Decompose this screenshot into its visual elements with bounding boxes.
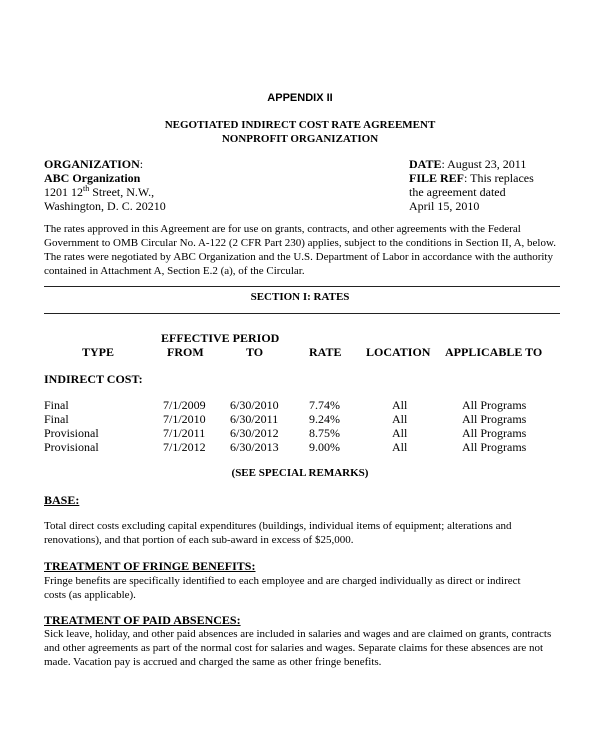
file-ref-line-4: April 15, 2010 [409,199,480,213]
organization-name: ABC Organization [44,171,141,185]
cell-type: Final [44,398,69,412]
section-heading: SECTION I: RATES [250,291,350,303]
date-label: DATE [409,157,442,171]
cell-from: 7/1/2010 [163,412,206,426]
cell-location: All [392,440,408,454]
organization-street: 1201 12th Street, N.W., [44,184,155,199]
table-row [0,412,600,426]
date-line [409,157,526,172]
file-ref-value: : This replaces [464,171,534,185]
cell-location: All [392,398,408,412]
cell-rate: 7.74% [309,398,340,412]
section-rule-top [44,286,560,287]
header-rate: RATE [309,345,342,359]
intro-paragraph: The rates approved in this Agreement are for use on grants, contracts, and other agreements with the Federal Government to OMB Circular No. A-122 (2 CFR Part 230) applies, subject to the conditions in Section II, A, below. The rates were negotiated by ABC Organization and the U.S. Department of Labor in accordance with the authority contained in Attachment A, Section E.2 (a), of the Circular. [44,223,556,277]
agreement-subtitle: NONPROFIT ORGANIZATION [221,133,379,145]
cell-to: 6/30/2012 [230,426,279,440]
cell-type: Provisional [44,440,99,454]
cell-location: All [392,426,408,440]
cell-applicable: All Programs [462,398,527,412]
cell-from: 7/1/2011 [163,426,206,440]
agreement-title: NEGOTIATED INDIRECT COST RATE AGREEMENT [164,119,436,131]
organization-city: Washington, D. C. 20210 [44,199,166,213]
cell-from: 7/1/2009 [163,398,206,412]
cell-applicable: All Programs [462,412,527,426]
cell-from: 7/1/2012 [163,440,206,454]
date-value: : August 23, 2011 [441,157,527,171]
cell-rate: 8.75% [309,426,340,440]
section-rule-bottom [44,313,560,314]
absences-text: Sick leave, holiday, and other paid absences are included in salaries and wages and are claimed on grants, contracts and other agreements as part of the normal cost for salaries and wages. Separate claims for these absences are not made. Vacation pay is accrued and charged the same as other fringe benefits. [44,628,552,668]
fringe-text: Fringe benefits are specifically identified to each employee and are charged individually as direct or indirect costs (as applicable). [44,575,521,601]
cell-to: 6/30/2013 [230,440,279,454]
table-row [0,440,600,454]
special-remarks-note: (SEE SPECIAL REMARKS) [231,467,369,479]
fringe-heading: TREATMENT OF FRINGE BENEFITS: [44,559,256,573]
table-row [0,398,600,412]
cell-applicable: All Programs [462,426,527,440]
cell-applicable: All Programs [462,440,527,454]
file-ref-line [409,171,534,186]
indirect-cost-label: INDIRECT COST: [44,372,143,386]
cell-location: All [392,412,408,426]
base-heading: BASE: [44,493,80,507]
absences-heading: TREATMENT OF PAID ABSENCES: [44,613,241,627]
header-from: FROM [167,345,204,359]
file-ref-line-3: the agreement dated [409,185,506,199]
cell-to: 6/30/2011 [230,412,279,426]
header-location: LOCATION [366,345,431,359]
file-ref-label: FILE REF [409,171,465,185]
cell-rate: 9.24% [309,412,340,426]
organization-label: ORGANIZATION [44,157,140,171]
cell-to: 6/30/2010 [230,398,279,412]
header-type: TYPE [82,345,115,359]
header-to: TO [246,345,264,359]
organization-label-line: ORGANIZATION: [44,157,144,171]
rates-header-row [0,345,600,359]
cell-rate: 9.00% [309,440,340,454]
header-applicable-to: APPLICABLE TO [445,345,543,359]
effective-period-label: EFFECTIVE PERIOD [161,331,280,345]
base-text: Total direct costs excluding capital expenditures (buildings, individual items of equipment; alterations and renovations), and that portion of each sub-award in excess of $25,000. [44,520,512,546]
appendix-label: APPENDIX II [267,92,333,104]
cell-type: Provisional [44,426,99,440]
cell-type: Final [44,412,69,426]
table-row [0,426,600,440]
